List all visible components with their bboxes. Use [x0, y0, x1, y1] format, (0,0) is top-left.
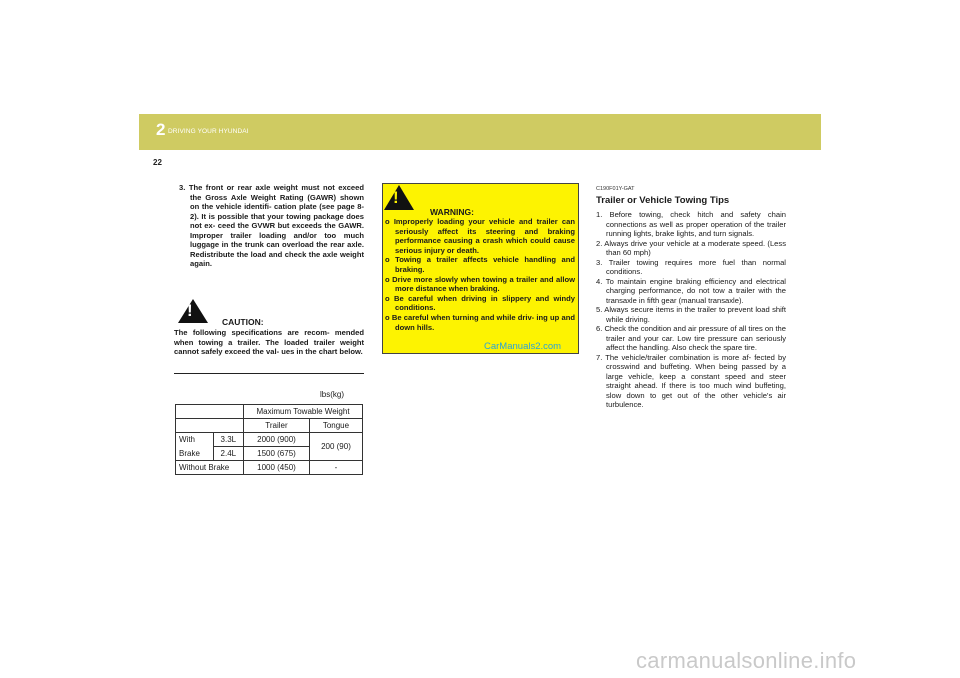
left-column — [174, 183, 364, 269]
table-cell-empty — [176, 405, 244, 419]
watermark-link: CarManuals2.com — [484, 341, 562, 352]
table-header-trailer: Trailer — [244, 419, 310, 433]
table-header-main: Maximum Towable Weight — [244, 405, 363, 419]
section-code: C190F01Y-GAT — [596, 186, 635, 192]
footer-watermark: carmanualsonline.info — [636, 648, 857, 673]
list-item: o Towing a trailer affects vehicle handling and braking. — [385, 255, 575, 274]
list-item: o Drive more slowly when towing a trailer and allow more distance when braking. — [385, 274, 575, 294]
exclamation-mark-icon: ! — [393, 188, 399, 207]
table-cell: 2000 (900) — [244, 433, 310, 447]
list-item: 5. Always secure items in the trailer to prevent load shift while driving. — [596, 305, 786, 324]
table-cell: Brake — [176, 447, 214, 461]
table-cell-empty — [176, 419, 244, 433]
list-item: 1. Before towing, check hitch and safety chain connections as well as proper operation of the trailer running lights, brake lights, and turn signals. — [596, 210, 786, 238]
table-cell: 1000 (450) — [244, 461, 310, 475]
table-cell: With — [176, 433, 214, 447]
table-row — [176, 405, 363, 419]
unit-label: lbs(kg) — [320, 390, 345, 399]
list-item: 7. The vehicle/trailer combination is more af- fected by crosswind and buffeting. When being passed by a large vehicle, keep a constant speed and steer straight ahead. If there is too much wind buffeting, slow down to get out of the other vehicle's air turbulence. — [596, 352, 786, 409]
list-item: 6. Check the condition and air pressure of all tires on the trailer and your car. Low tire pressure can seriously affect the handling. Also check the spare tire. — [596, 324, 786, 352]
table-cell: - — [309, 461, 362, 475]
list-item: 2. Always drive your vehicle at a moderate speed. (Less than 60 mph) — [596, 238, 786, 257]
axle-weight-paragraph: 3. The front or rear axle weight must not exceed the Gross Axle Weight Rating (GAWR) shown on the vehicle identifi- cation plate (see page 8-2). It is possible that your towing package does not ex- ceed the GVWR but exceeds the GAWR. Improper trailer loading and/or too much luggage in the trunk can overload the rear axle. Redistribute the load and check the axle weight again. — [179, 183, 364, 268]
table-cell: 1500 (675) — [244, 447, 310, 461]
table-cell: 3.3L — [213, 433, 243, 447]
table-cell: 2.4L — [213, 447, 243, 461]
table-row — [176, 433, 363, 447]
section-number: 2 — [156, 120, 166, 139]
tips-list — [596, 210, 786, 410]
towable-weight-table — [175, 404, 363, 475]
exclamation-triangle-icon — [384, 185, 414, 210]
table-cell: Without Brake — [176, 461, 244, 475]
caution-title: CAUTION: — [222, 317, 264, 327]
table-row — [176, 419, 363, 433]
page-number: 22 — [153, 158, 162, 167]
list-item: o Improperly loading your vehicle and trailer can seriously affect its steering and braking performance causing a crash which could cause serious injury or death. — [385, 217, 575, 255]
list-item: o Be careful when driving in slippery and windy conditions. — [385, 293, 575, 313]
list-item: 3. Trailer towing requires more fuel than normal conditions. — [596, 257, 786, 276]
caution-text: The following specifications are recom- mended when towing a trailer. The loaded trailer weight cannot safely exceed the val- ues in the chart below. — [174, 328, 364, 356]
warning-title: WARNING: — [430, 207, 474, 217]
exclamation-mark-icon: ! — [187, 301, 193, 320]
exclamation-triangle-icon — [178, 299, 208, 323]
table-cell: 200 (90) — [309, 433, 362, 461]
section-title: DRIVING YOUR HYUNDAI — [168, 128, 249, 135]
tips-title: Trailer or Vehicle Towing Tips — [596, 195, 730, 206]
warning-list — [385, 217, 575, 332]
table-header-tongue: Tongue — [309, 419, 362, 433]
list-item: 4. To maintain engine braking efficiency and electrical charging performance, do not tow a trailer with the transaxle in fifth gear (manual transaxle). — [596, 276, 786, 305]
list-item: o Be careful when turning and while driv- ing up and down hills. — [385, 312, 575, 332]
table-row — [176, 461, 363, 475]
